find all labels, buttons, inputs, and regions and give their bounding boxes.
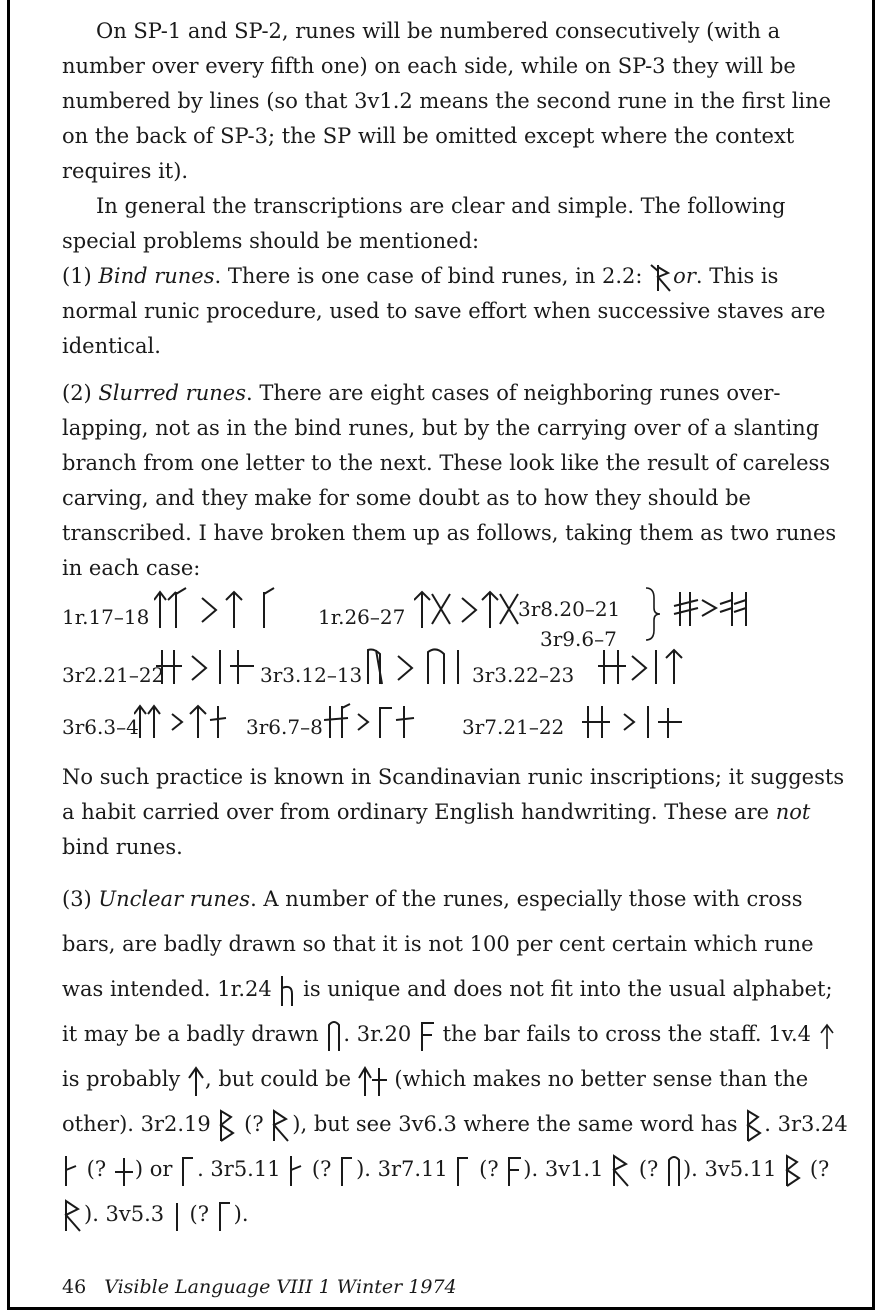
rune-glyph xyxy=(325,1019,343,1053)
paragraph-numbering: On SP-1 and SP-2, runes will be numbered consecutively (with a number over every fifth one) on each side, while on SP-3 they will be numbered by lines (so that 3v1.2 means the second rune in the first line on the back of SP-3; the SP will be omitted except where the context requires it). xyxy=(62,19,832,183)
slurred-rune-glyph xyxy=(324,702,444,753)
rune-glyph xyxy=(278,974,296,1008)
section-title: Slurred runes xyxy=(98,381,246,405)
rune-example-row-3: 3r6.3–4 3r6.7–8 3r7.21–22 xyxy=(62,702,852,760)
slurred-rune-glyph xyxy=(672,586,832,643)
rune-glyph xyxy=(610,1154,632,1188)
rune-glyph xyxy=(179,1154,197,1188)
page-body xyxy=(62,14,852,1237)
journal-citation: Visible Language VIII 1 Winter 1974 xyxy=(104,1276,457,1298)
page-number: 46 xyxy=(62,1276,87,1298)
rune-glyph xyxy=(418,1019,436,1053)
rune-glyph xyxy=(287,1154,305,1188)
slurred-rune-glyph xyxy=(156,644,276,701)
paragraph-slurred-note: No such practice is known in Scandinavian runic inscriptions; it suggests a habit carried over from ordinary English handwriting. These are not bind runes. xyxy=(62,765,845,859)
rune-glyph xyxy=(818,1021,836,1051)
rune-example-row-1: 1r.17–18 1r.26–27 3r8.20–21 3r9.6–7 xyxy=(62,586,852,644)
section-unclear-runes: (3) Unclear runes. A number of the runes, especially those with cross bars, are badly drawn so that it is not 100 per cent certain which rune was intended. 1r.24 is unique and does not fit into the usual alphabet; it may be a badly drawn . 3r.20 the bar fails to cross the staff. 1v.4 is probably , but could be (which makes no better sense than the other). 3r2.19 (? ), but see 3v6.3 where the same word has . 3r3.24 (? ) or . 3r5.11 (? ). 3r7.11 (? ). 3v1.1 (? ). 3v5.11 (? ). 3v5.3 (? ). xyxy=(62,877,852,1237)
slurred-rune-glyph xyxy=(362,644,482,701)
slurred-rune-glyph xyxy=(154,586,334,643)
rune-glyph xyxy=(783,1154,803,1188)
rune-glyph xyxy=(358,1064,388,1098)
rune-glyph xyxy=(62,1199,84,1233)
page-footer xyxy=(62,1276,457,1298)
section-title: Bind runes xyxy=(98,264,215,288)
paragraph-intro: In general the transcriptions are clear and simple. The following special problems should be mentioned: xyxy=(62,194,786,253)
section-slurred-runes: (2) Slurred runes. There are eight cases of neighboring runes over-lapping, not as in the bind runes, but by the carrying over of a slanting branch from one letter to the next. These look like the result of careless carving, and they make for some doubt as to how they should be transcribed. I have broken them up as follows, taking them as two runes in each case: xyxy=(62,381,837,580)
rune-glyph xyxy=(171,1199,183,1233)
rune-example-row-2: 3r2.21–22 3r3.12–13 3r3.22–23 xyxy=(62,644,852,702)
slurred-rune-glyph xyxy=(598,644,738,701)
section-title: Unclear runes xyxy=(98,887,251,911)
rune-glyph xyxy=(216,1199,234,1233)
rune-glyph xyxy=(270,1109,292,1143)
rune-glyph xyxy=(744,1109,764,1143)
bind-rune-glyph xyxy=(649,263,673,293)
rune-glyph xyxy=(187,1064,205,1098)
rune-glyph xyxy=(454,1154,472,1188)
rune-glyph xyxy=(665,1154,683,1188)
brace-icon xyxy=(642,586,662,653)
rune-glyph xyxy=(505,1154,523,1188)
rune-glyph xyxy=(62,1154,80,1188)
rune-glyph xyxy=(338,1154,356,1188)
rune-glyph xyxy=(113,1154,135,1188)
rune-glyph xyxy=(217,1109,237,1143)
slurred-rune-glyph xyxy=(582,702,702,753)
slurred-rune-glyph xyxy=(134,702,264,753)
section-bind-runes: (1) Bind runes. There is one case of bind runes, in 2.2: or. This is normal runic procedure, used to save effort when successive staves are identical. xyxy=(62,264,826,358)
